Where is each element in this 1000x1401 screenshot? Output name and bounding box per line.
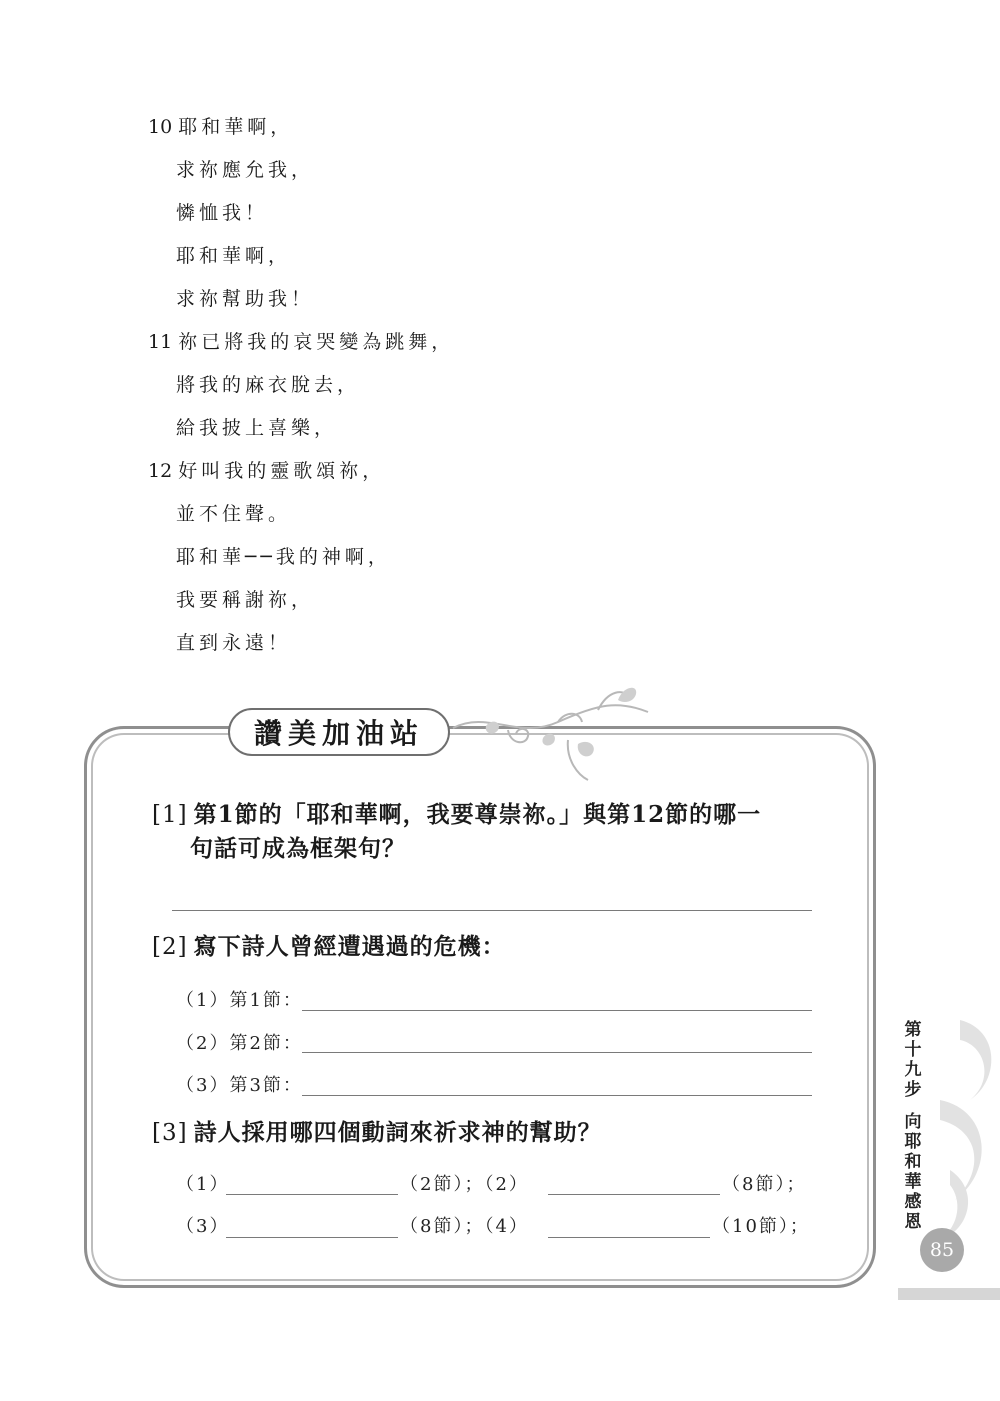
- answer-line[interactable]: [172, 910, 812, 911]
- verse-line: 11 祢已將我的哀哭變為跳舞，: [148, 331, 455, 353]
- verse-line: 將我的麻衣脫去，: [176, 374, 361, 396]
- crisis-item-3: （3）第3節：: [176, 1075, 303, 1096]
- answer-line[interactable]: [302, 1095, 812, 1096]
- question-3: [3] 詩人採用哪四個動詞來祈求神的幫助？: [152, 1119, 602, 1146]
- verse-line: 耶和華啊，: [176, 245, 292, 267]
- page-edge-bar: [898, 1288, 1000, 1300]
- verse-line: 求祢幫助我！: [176, 288, 315, 310]
- question-1: [1] 第1節的「耶和華啊，我要尊崇祢。」與第12節的哪一: [152, 801, 762, 828]
- verb-2-ref: （8節）；: [722, 1174, 807, 1195]
- answer-line[interactable]: [226, 1194, 398, 1195]
- verse-line: 耶和華──我的神啊，: [176, 546, 391, 568]
- vine-ornament-icon: [448, 680, 668, 790]
- crisis-item-1: （1）第1節：: [176, 990, 303, 1011]
- verse-line: 憐恤我！: [176, 202, 269, 224]
- verb-4-ref: （10節）；: [712, 1216, 810, 1237]
- verse-line: 給我披上喜樂，: [176, 417, 338, 439]
- answer-line[interactable]: [548, 1237, 710, 1238]
- verb-4-label: （8節）；（4）: [400, 1216, 529, 1237]
- page-number: 85: [920, 1228, 964, 1272]
- verb-2-label: （2節）；（2）: [400, 1174, 529, 1195]
- verse-line: 10 耶和華啊，: [148, 116, 294, 138]
- box-title: 讚美加油站: [228, 708, 450, 756]
- answer-line[interactable]: [302, 1052, 812, 1053]
- verb-1-label: （1）: [176, 1174, 230, 1195]
- answer-line[interactable]: [548, 1194, 720, 1195]
- question-1-cont: 句話可成為框架句？: [190, 835, 406, 862]
- verse-line: 求祢應允我，: [176, 159, 315, 181]
- crisis-item-2: （2）第2節：: [176, 1033, 303, 1054]
- verse-line: 12 好叫我的靈歌頌祢，: [148, 460, 386, 482]
- verb-3-label: （3）: [176, 1216, 230, 1237]
- answer-line[interactable]: [226, 1237, 398, 1238]
- chapter-side-tab: 第 十 九 步 向 耶 和 華 感 恩: [904, 1020, 922, 1232]
- question-2: [2] 寫下詩人曾經遭遇過的危機：: [152, 933, 506, 960]
- verse-line: 直到永遠！: [176, 632, 292, 654]
- answer-line[interactable]: [302, 1010, 812, 1011]
- verse-line: 我要稱謝祢，: [176, 589, 315, 611]
- verse-line: 並不住聲。: [176, 503, 292, 525]
